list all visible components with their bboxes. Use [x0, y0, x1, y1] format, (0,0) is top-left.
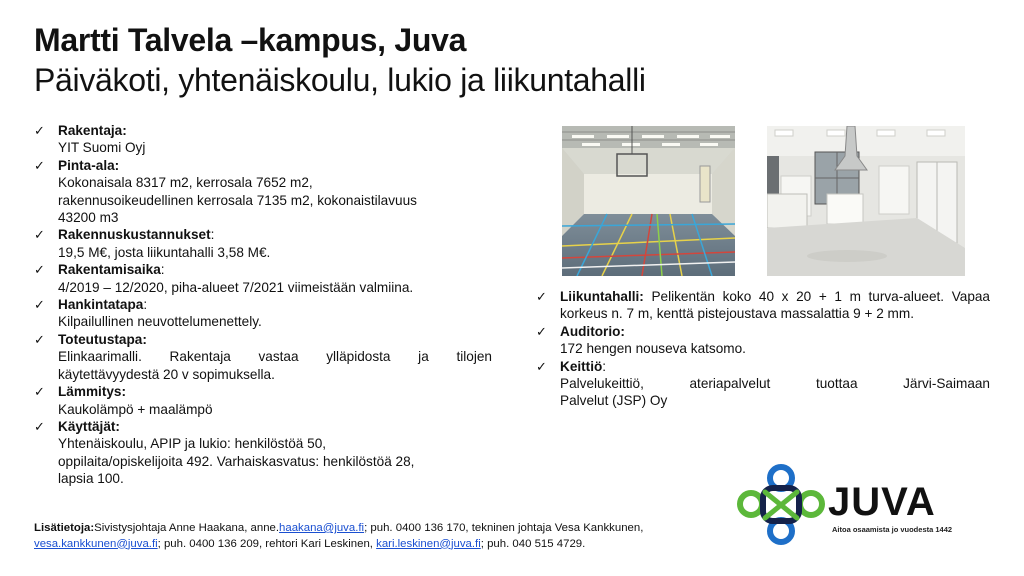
item-label: Liikuntahalli: — [560, 289, 644, 304]
item-label: Rakennuskustannukset — [58, 227, 211, 243]
item-text: oppilaita/opiskelijoita 492. Varhaiskasvatus: henkilöstöä 28, — [58, 453, 415, 469]
check-icon: ✓ — [34, 384, 45, 400]
item-label: Auditorio: — [560, 323, 625, 339]
check-icon: ✓ — [536, 323, 547, 339]
list-item-auditorio — [536, 323, 990, 358]
list-item-liikuntahalli — [536, 288, 990, 323]
item-label: Käyttäjät: — [58, 418, 120, 434]
check-icon: ✓ — [34, 418, 45, 434]
item-text: Elinkaarimalli. Rakentaja vastaa ylläpidosta ja tilojen — [58, 349, 492, 365]
list-item-hankintatapa — [34, 296, 492, 331]
sports-hall-photo — [562, 126, 735, 276]
contact-text: ; puh. 0400 136 209, rehtori Kari Leskinen, — [157, 537, 377, 550]
check-icon: ✓ — [536, 289, 547, 304]
list-item-kayttajat — [34, 418, 492, 488]
list-item-lammitys — [34, 383, 492, 418]
item-text: Pelikentän koko 40 x 20 + 1 m turva-alueet. Vapaa korkeus n. 7 m, kenttä pistejoustava massalattia 9 + 2 mm. — [560, 289, 990, 322]
contact-text: ; puh. 040 515 4729. — [480, 537, 586, 550]
item-text: Palvelut (JSP) Oy — [560, 393, 668, 409]
item-text: lapsia 100. — [58, 471, 124, 487]
item-text: 19,5 M€, josta liikuntahalli 3,58 M€. — [58, 244, 271, 260]
item-text: 172 hengen nouseva katsomo. — [560, 341, 746, 357]
email-link-kankkunen[interactable]: vesa.kankkunen@juva.fi — [34, 537, 158, 550]
item-text: Kaukolämpö + maalämpö — [58, 401, 213, 417]
item-text: Kilpailullinen neuvottelumenettely. — [58, 314, 262, 330]
item-label: Lämmitys: — [58, 384, 126, 400]
item-text: 4/2019 – 12/2020, piha-alueet 7/2021 viimeistään valmiina. — [58, 279, 414, 295]
facilities-list — [536, 288, 990, 410]
item-label: Hankintatapa — [58, 297, 144, 313]
list-item-keittio — [536, 358, 990, 410]
check-icon: ✓ — [34, 331, 45, 347]
page-title: Martti Talvela –kampus, Juva — [34, 22, 467, 58]
item-colon: : — [160, 262, 165, 278]
item-text: 43200 m3 — [58, 210, 119, 226]
item-label: Keittiö — [560, 358, 603, 374]
item-colon: : — [210, 227, 215, 243]
item-text: Kokonaisala 8317 m2, kerrosala 7652 m2, — [58, 175, 313, 191]
list-item-pinta-ala — [34, 157, 492, 227]
juva-knot-logo-icon — [735, 462, 827, 547]
list-item-rakennuskustannukset — [34, 226, 492, 261]
page-subtitle: Päiväkoti, yhtenäiskoulu, lukio ja liikuntahalli — [34, 62, 646, 98]
check-icon: ✓ — [34, 157, 45, 173]
email-link-leskinen[interactable]: kari.leskinen@juva.fi — [376, 537, 481, 550]
contact-text: Sivistysjohtaja Anne Haakana, anne. — [94, 522, 280, 534]
logo-tagline: Aitoa osaamista jo vuodesta 1442 — [832, 525, 953, 534]
list-item-rakentamisaika — [34, 261, 492, 296]
contact-label: Lisätietoja: — [34, 522, 95, 534]
kitchen-photo — [767, 126, 965, 276]
item-text: Yhtenäiskoulu, APIP ja lukio: henkilöstöä 50, — [58, 436, 327, 452]
check-icon: ✓ — [34, 123, 45, 138]
item-text: YIT Suomi Oyj — [58, 140, 146, 156]
list-item-toteutustapa — [34, 331, 492, 383]
item-text: Palvelukeittiö, ateriapalvelut tuottaa Järvi-Saimaan — [560, 376, 990, 392]
juva-logo-text: JUVA — [828, 480, 936, 524]
item-text: rakennusoikeudellinen kerrosala 7135 m2, kokonaistilavuus — [58, 192, 417, 208]
item-label: Rakentaja: — [58, 123, 127, 138]
email-link-haakana[interactable]: haakana@juva.fi — [279, 522, 365, 534]
check-icon: ✓ — [34, 262, 45, 278]
contact-info — [34, 521, 714, 552]
facts-list — [34, 122, 492, 488]
item-label: Rakentamisaika — [58, 262, 161, 278]
item-colon: : — [143, 297, 148, 313]
list-item-rakentaja — [34, 122, 492, 157]
item-text: käytettävyydestä 20 v sopimuksella. — [58, 366, 275, 382]
check-icon: ✓ — [34, 227, 45, 243]
check-icon: ✓ — [34, 297, 45, 313]
item-label: Toteutustapa: — [58, 331, 147, 347]
check-icon: ✓ — [536, 358, 547, 374]
item-colon: : — [602, 358, 607, 374]
item-label: Pinta-ala: — [58, 157, 120, 173]
contact-text: ; puh. 0400 136 170, tekninen johtaja Vesa Kankkunen, — [364, 522, 644, 534]
